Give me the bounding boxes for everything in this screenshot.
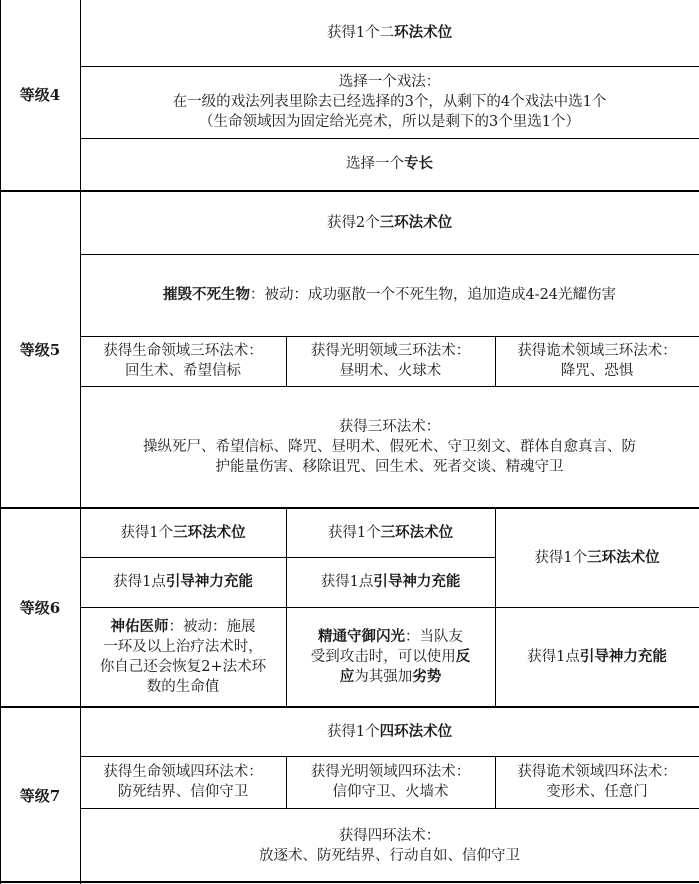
level-7-spell-slot: 获得1个四环法术位: [326, 723, 453, 740]
level-5-label: 等级5: [19, 340, 61, 359]
rule-l7-col-1: [286, 756, 287, 808]
rule-l5-1: [80, 254, 699, 255]
level-6-col3-spell-slot: 获得1个三环法术位: [534, 549, 660, 566]
level-4-feat-choice: 选择一个专长: [346, 155, 433, 172]
rule-l7-col-2: [495, 756, 496, 808]
level-5-life-domain: 获得生命领域三环法术： 回生术、希望信标: [103, 343, 263, 379]
level-5-general-spells: 获得三环法术： 操纵死尸、希望信标、降咒、昼明术、假死术、守卫刻文、群体自愈真言、防 护能量伤害、移除诅咒、回生术、死者交谈、精魂守卫: [143, 418, 636, 475]
border-left: [0, 0, 1, 884]
level-5-spell-slots: 获得2个三环法术位: [326, 214, 453, 231]
level-6-col1-spell-slot: 获得1个三环法术位: [120, 524, 246, 541]
rule-l5-2: [80, 336, 699, 337]
rule-l6-1: [80, 557, 495, 558]
level-6-warding-flare-mastery: 精通守御闪光：当队友 受到攻击时，可以使用反 应为其强加劣势: [310, 627, 471, 685]
rule-l7-1: [80, 756, 699, 757]
level-6-col3-channel-divinity: 获得1点引导神力充能: [527, 647, 667, 665]
rule-l5-col-2: [495, 336, 496, 386]
level-7-light-domain: 获得光明领域四环法术： 信仰守卫、火墙术: [310, 764, 471, 800]
level-6-col2-spell-slot: 获得1个三环法术位: [327, 524, 454, 541]
rule-l7-2: [80, 808, 699, 809]
rule-l5-col-1: [286, 336, 287, 386]
level-4-cantrip-choice: 选择一个戏法： 在一级的戏法列表里除去已经选择的3个，从剩下的4个戏法中选1个 （生命领域因为固定给光亮术，所以是剩下的3个里选1个）: [172, 74, 607, 130]
border-bottom: [0, 881, 699, 883]
level-7-label: 等级7: [19, 787, 61, 805]
level-7-trickery-domain: 获得诡术领域四环法术： 变形术、任意门: [517, 764, 677, 800]
rule-l5-3: [80, 386, 699, 387]
separator-level-4-5: [0, 190, 699, 192]
level-4-label: 等级4: [19, 86, 61, 104]
rule-l4-1: [80, 66, 699, 67]
level-6-label: 等级6: [19, 598, 61, 617]
rule-l6-2: [80, 607, 699, 608]
level-5-destroy-undead: 摧毁不死生物：被动：成功驱散一个不死生物，追加造成4-24光耀伤害: [162, 286, 617, 303]
level-5-trickery-domain: 获得诡术领域三环法术： 降咒、恐惧: [517, 343, 677, 379]
level-6-col1-channel-divinity: 获得1点引导神力充能: [113, 573, 253, 590]
level-7-general-spells: 获得四环法术： 放逐术、防死结界、行动自如、信仰守卫: [259, 828, 520, 864]
level-4-spell-slot: 获得1个二环法术位: [326, 24, 453, 41]
border-label-divider: [80, 0, 81, 884]
separator-level-5-6: [0, 507, 699, 509]
level-5-light-domain: 获得光明领域三环法术： 昼明术、火球术: [310, 343, 471, 379]
level-6-blessed-healer: 神佑医师：被动：施展 一环及以上治疗法术时， 你自己还会恢复2+法术环 数的生命值: [99, 617, 267, 695]
rule-l4-2: [80, 138, 699, 139]
level-6-col2-channel-divinity: 获得1点引导神力充能: [320, 573, 461, 590]
level-7-life-domain: 获得生命领域四环法术： 防死结界、信仰守卫: [103, 764, 263, 800]
separator-level-6-7: [0, 706, 699, 708]
